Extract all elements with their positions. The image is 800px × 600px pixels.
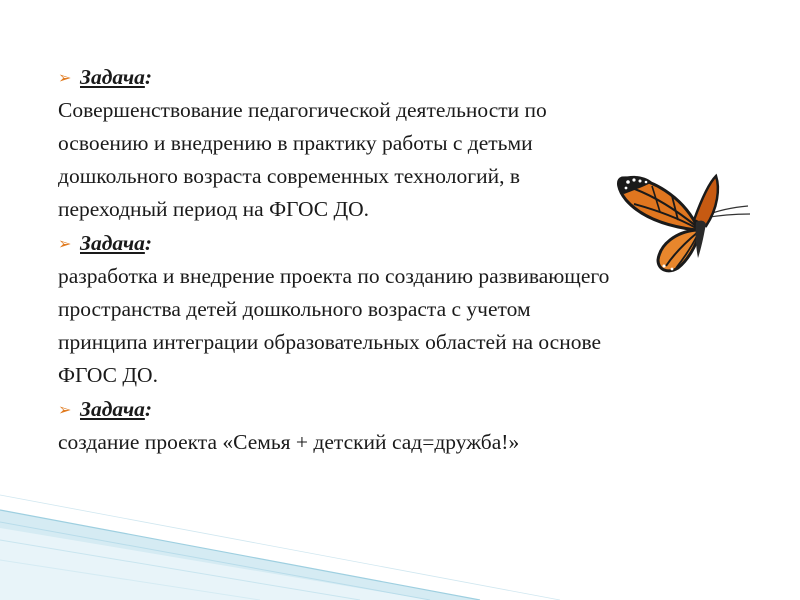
arrow-bullet-icon: ➢ (58, 67, 72, 87)
task-line: пространства детей дошкольного возраста с учетом (58, 297, 531, 321)
task-heading-label: Задача (80, 230, 145, 255)
task-line: дошкольного возраста современных технологий, в (58, 164, 520, 188)
task-heading-3 (58, 392, 748, 426)
butterfly-icon (612, 168, 754, 278)
task-heading-colon: : (144, 396, 153, 421)
task-description-3 (58, 426, 748, 459)
task-heading-label: Задача (80, 64, 145, 89)
task-line: освоению и внедрению в практику работы с детьми (58, 131, 533, 155)
task-line: переходный период на ФГОС ДО. (58, 197, 370, 221)
task-line: разработка и внедрение проекта по созданию развивающего (58, 264, 610, 288)
task-line: принципа интеграции образовательных областей на основе (58, 330, 602, 354)
task-heading-colon: : (144, 64, 153, 89)
arrow-bullet-icon: ➢ (58, 233, 72, 253)
task-line: Совершенствование педагогической деятельности по (58, 98, 547, 122)
task-heading-1 (58, 60, 748, 94)
task-description-2 (58, 260, 748, 392)
arrow-bullet-icon: ➢ (58, 399, 72, 419)
task-heading-colon: : (144, 230, 153, 255)
task-line: создание проекта «Семья + детский сад=дружба!» (58, 430, 520, 454)
task-heading-label: Задача (80, 396, 145, 421)
task-line: ФГОС ДО. (58, 363, 158, 387)
